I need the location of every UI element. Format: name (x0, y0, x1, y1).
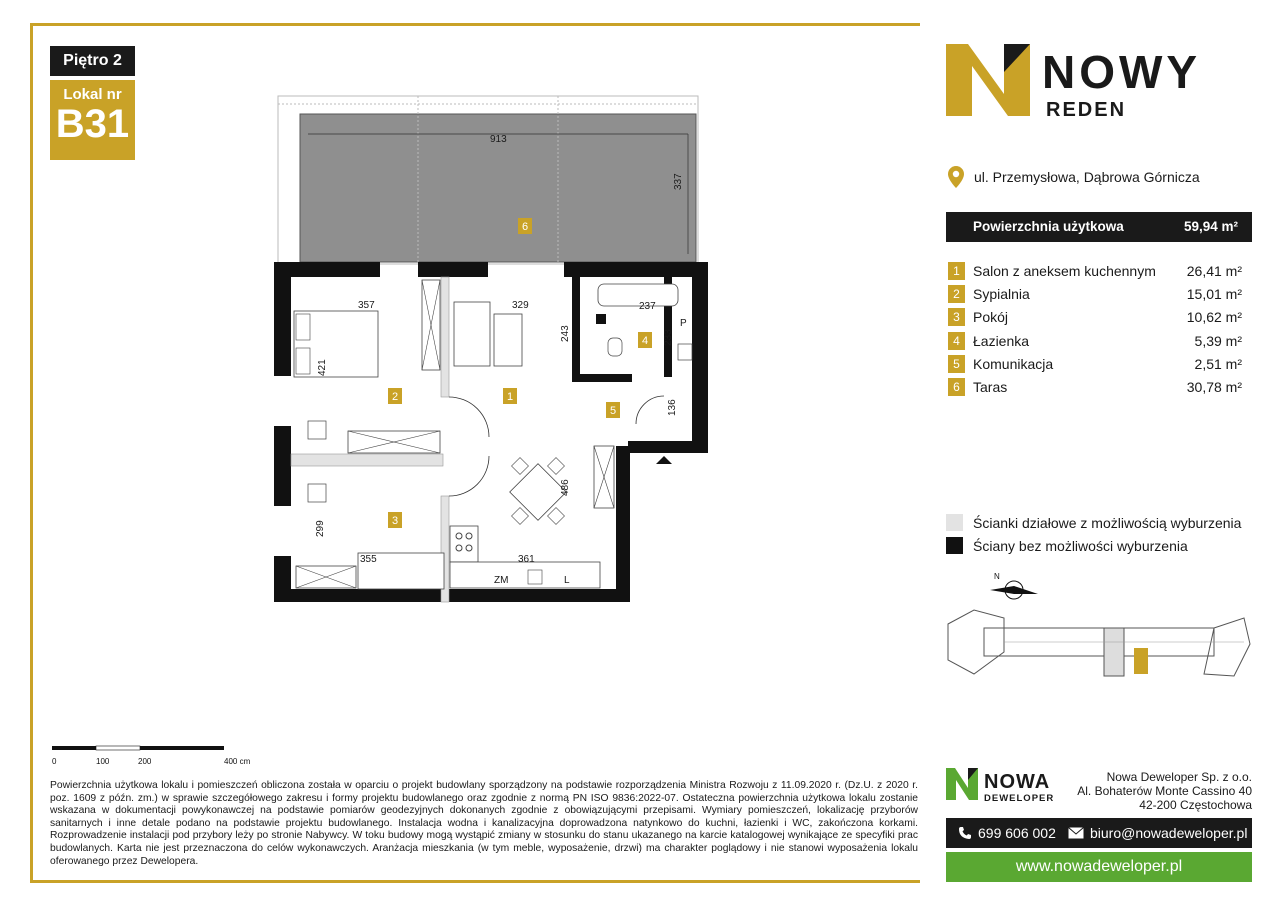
email-link[interactable]: biuro@nowadeweloper.pl (1068, 818, 1247, 848)
wall-left-top (274, 262, 291, 376)
tag-zm: ZM (494, 575, 509, 586)
dim-living-height: 243 (560, 325, 571, 342)
wall-right-upper (692, 262, 708, 452)
dim-bath-width: 237 (639, 301, 656, 312)
north-label: N (994, 572, 1000, 581)
list-item: 3 Pokój 10,62 m² (948, 308, 1242, 331)
svg-text:5: 5 (609, 405, 617, 417)
unit-number: B31 (55, 102, 130, 146)
list-item: 6 Taras 30,78 m² (948, 378, 1242, 401)
north-arrow-icon (986, 570, 1042, 602)
sofa (454, 302, 490, 366)
usable-area-value: 59,94 m² (1183, 219, 1238, 234)
dim-terrace-width: 913 (490, 134, 507, 145)
contact-bar (946, 818, 1252, 848)
room-marker-2 (388, 388, 402, 404)
legend-item-removable: Ścianki działowe z możliwością wyburzenia (946, 511, 1241, 534)
dim-kitchen-height: 486 (560, 479, 571, 496)
dim-bedroom-width: 357 (358, 300, 375, 311)
svg-text:3: 3 (391, 515, 399, 527)
room-marker-4 (638, 332, 652, 348)
frame-top-line (30, 23, 920, 26)
list-item: 2 Sypialnia 15,01 m² (948, 285, 1242, 308)
phone-icon (958, 826, 972, 840)
unit-label: Lokal nr (63, 86, 122, 103)
room-marker-1 (503, 388, 517, 404)
disclaimer-text: Powierzchnia użytkowa lokalu i pomieszczeń obliczona została w oparciu o projekt budowlany sporządzony na podstawie rozporządzenia Ministra Rozwoju z 11.09.2020 r. (Dz.U. z 2020 r. poz. 1609 z późn. zm.) w sprawie szczegółowego zakresu i formy projektu budowlanego oraz zgodnie z normą PN ISO 9836:2022-07. Ostateczna powierzchnia użytkowa lokalu zostanie wskazana w dokumentacji powykonawczej na podstawie pomiarów geodezyjnych dokonanych zgodnie z obowiązującymi przepisami. Wymiary pomieszczeń, lokalizację przyborów sanitarnych i inne detale podano na podstawie projektu budowlanego. Instalacja wodna i kanalizacyjna doprowadzona natynkowo do kuchni, łazienki i WC, zakończona korkami. Rozprowadzenie instalacji pod przybory leży po stronie Nabywcy. W toku budowy mogą wystąpić zmiany w stosunku do stanu ukazanego na karcie katalogowej wynikające ze specyfiki prac budowlanych. Karta nie jest przeznaczona do celów wykonawczych. Aranżacja mieszkania (w tym meble, wyposażenie, drzwi) ma charakter poglądowy i nie stanowi wyposażenia lokalu oferowanego przez Dewelopera. (50, 780, 918, 867)
wall-legend (946, 511, 1241, 557)
room-marker-3 (388, 512, 402, 528)
usable-area-bar (946, 212, 1252, 242)
room-marker-6 (518, 218, 532, 234)
list-item: 1 Salon z aneksem kuchennym 26,41 m² (948, 262, 1242, 285)
brand-logo (946, 44, 1246, 125)
kitchen-counter (450, 526, 478, 562)
list-item: 5 Komunikacja 2,51 m² (948, 355, 1242, 378)
scale-tick-400: 400 cm (224, 757, 251, 766)
wall-top-mid (418, 262, 488, 277)
partition-bed (291, 454, 443, 466)
frame-left-line (30, 23, 33, 883)
mail-icon (1068, 827, 1084, 839)
unit-badge (50, 80, 135, 160)
wall-right-step (628, 441, 708, 453)
partition-bed-vert (441, 277, 449, 397)
company-logo (946, 768, 1066, 809)
wall-bottom (274, 589, 630, 602)
svg-text:6: 6 (521, 221, 529, 233)
wall-bath-left (572, 277, 580, 377)
room-marker-5 (606, 402, 620, 418)
dim-bedroom-height: 421 (317, 359, 328, 376)
dim-room-height: 299 (315, 520, 326, 537)
dim-living-width: 329 (512, 300, 529, 311)
svg-text:4: 4 (641, 335, 649, 347)
brand-sub: REDEN (1046, 99, 1127, 120)
list-item: 4 Łazienka 5,39 m² (948, 332, 1242, 355)
floor-plan (268, 86, 708, 606)
tag-l: L (564, 575, 570, 586)
phone-link[interactable]: 699 606 002 (958, 818, 1056, 848)
svg-text:DEWELOPER: DEWELOPER (984, 793, 1055, 804)
scale-tick-100: 100 (96, 757, 110, 766)
svg-text:NOWA: NOWA (984, 771, 1051, 793)
floor-badge: Piętro 2 (50, 46, 135, 76)
dim-room-width: 355 (360, 554, 377, 565)
dim-kitchen-width: 361 (518, 554, 535, 565)
scale-tick-200: 200 (138, 757, 152, 766)
wall-left-mid (274, 426, 291, 506)
website-link[interactable]: www.nowadeweloper.pl (946, 852, 1252, 882)
scale-bar (52, 744, 262, 768)
wall-right-lower (616, 446, 630, 602)
legend-item-permanent: Ściany bez możliwości wyburzenia (946, 534, 1241, 557)
bathtub (598, 284, 678, 306)
brand-name: NOWY (1042, 46, 1202, 98)
scale-tick-0: 0 (52, 757, 57, 766)
company-address: Nowa Deweloper Sp. z o.o. Al. Bohaterów Monte Cassino 40 42-200 Częstochowa (1077, 770, 1252, 812)
site-plan (944, 604, 1254, 684)
tag-p: P (680, 318, 687, 329)
dim-hall-height: 136 (667, 399, 678, 416)
frame-bottom-line (30, 880, 920, 883)
svg-text:2: 2 (391, 391, 399, 403)
unit-location-highlight (1134, 648, 1148, 674)
address-text: ul. Przemysłowa, Dąbrowa Górnicza (974, 169, 1200, 185)
dim-terrace-height: 337 (673, 173, 684, 190)
wall-bath-bottom (572, 374, 632, 382)
usable-area-label: Powierzchnia użytkowa (973, 219, 1124, 234)
svg-text:1: 1 (506, 391, 514, 403)
room-list (948, 262, 1242, 401)
dim-bath-height: 233 (663, 329, 674, 346)
location-pin-icon (948, 166, 964, 188)
address (948, 166, 1200, 188)
wall-top-right (564, 262, 708, 277)
